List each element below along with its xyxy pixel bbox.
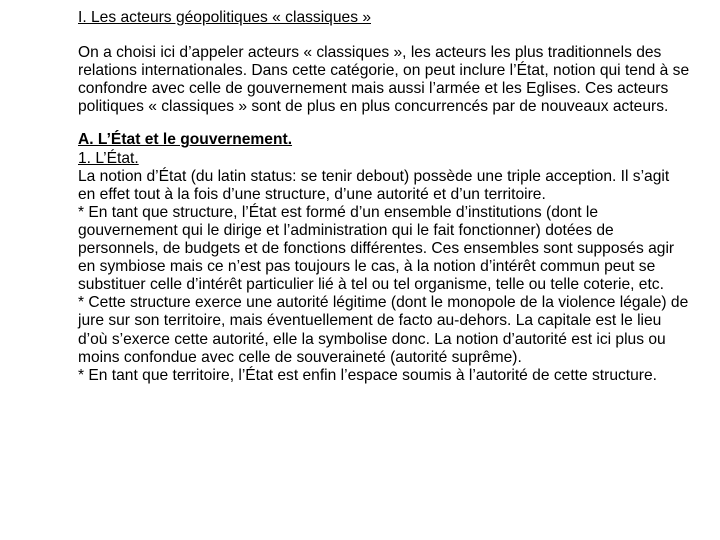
- definition-paragraph: La notion d’État (du latin status: se tenir debout) possède une triple acception. Il s’agit en effet tout à la fois d’une structure, d’une autorité et d’un territoire.: [78, 167, 670, 203]
- sub-title: 1. L’État.: [78, 149, 139, 167]
- slide-heading: I. Les acteurs géopolitiques « classiques »: [78, 9, 371, 26]
- bullet-territoire: * En tant que territoire, l’État est enfin l’espace soumis à l’autorité de cette structure.: [78, 366, 657, 384]
- bullet-structure: * En tant que structure, l’État est formé d’un ensemble d’institutions (dont le gouvernement qui le dirige et l’administration qui le fait fonctionner) dotées de personnels, de budgets et de fonctions différentes. Ces ensembles sont supposés agir en symbiose mais ce n’est pas toujours le cas, à la notion d’intérêt commun peut se substituer celle d’intérêt particulier lié à tel ou tel organisme, telle ou telle coterie, etc.: [78, 203, 675, 294]
- bullet-autorite: * Cette structure exerce une autorité légitime (dont le monopole de la violence légale) de jure sur son territoire, mais éventuellement de facto au-dehors. La capitale est le lieu d’où s’exerce cette autorité, elle la symbolise donc. La notion d’autorité est ici plus ou moins confondue avec celle de souveraineté (autorité suprême).: [78, 294, 689, 366]
- slide-content: [78, 9, 690, 385]
- section-title: A. L’État et le gouvernement.: [78, 131, 293, 149]
- intro-paragraph: On a choisi ici d’appeler acteurs « classiques », les acteurs les plus traditionnels des relations internationales. Dans cette catégorie, on peut inclure l’État, notion qui tend à se confondre avec celle de gouvernement mais aussi l’armée et les Eglises. Ces acteurs politiques « classiques » sont de plus en plus concurrencés par de nouveaux acteurs.: [78, 44, 690, 116]
